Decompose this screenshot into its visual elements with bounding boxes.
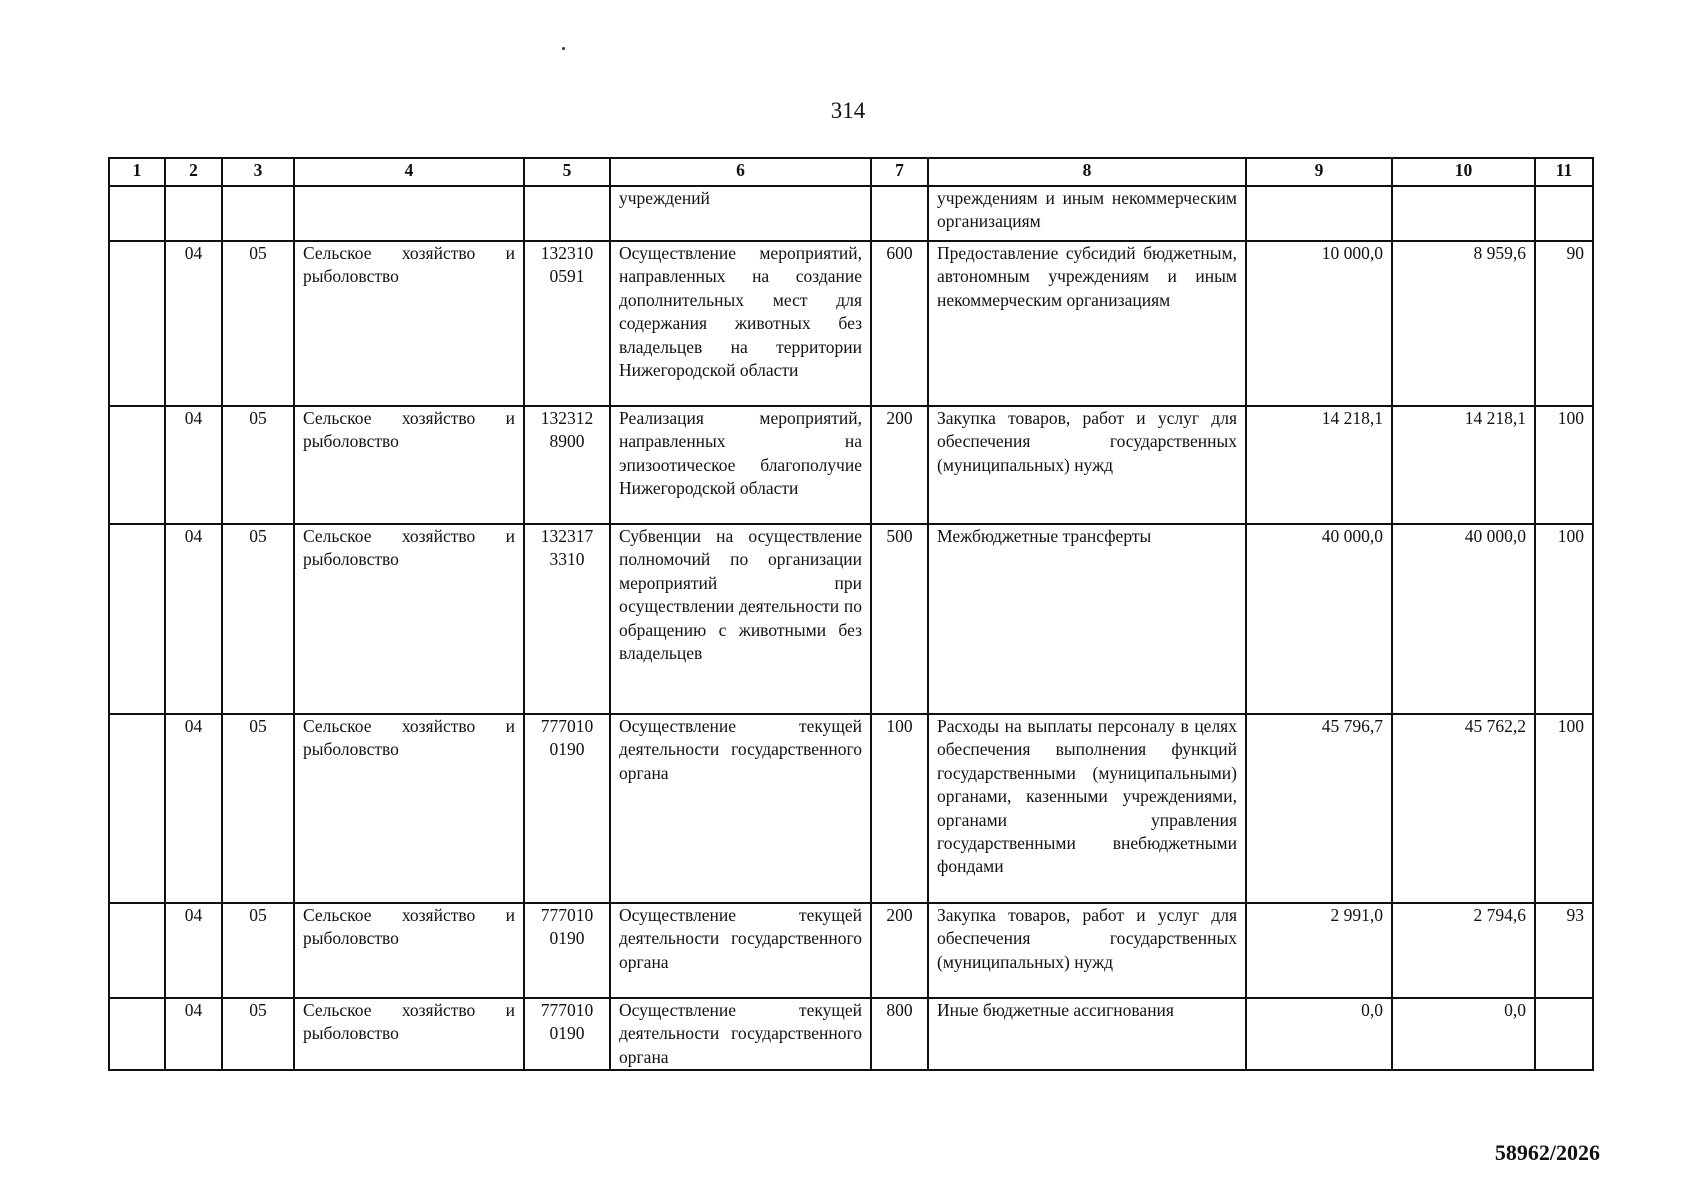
column-header-8: 8 — [928, 158, 1246, 186]
column-header-4: 4 — [294, 158, 524, 186]
table-row — [109, 903, 1593, 998]
cell-actual: 8 959,6 — [1392, 241, 1535, 406]
cell-planned: 14 218,1 — [1246, 406, 1392, 524]
code-part-1: 777010 — [540, 905, 594, 925]
cell-expense-type: Межбюджетные трансферты — [928, 524, 1246, 714]
cell-section: 04 — [165, 998, 222, 1070]
cell-purpose: Реализация мероприятий, направленных на эпизоотическое благополучие Нижегородской области — [610, 406, 871, 524]
cell-percent: 100 — [1535, 524, 1593, 714]
code-part-1: 132310 — [540, 243, 594, 263]
cell-expense-code: 600 — [871, 241, 928, 406]
cell-empty — [109, 186, 165, 241]
cell-section: 04 — [165, 524, 222, 714]
cell-purpose: Осуществление текущей деятельности государственного органа — [610, 714, 871, 903]
cell-subsection: 05 — [222, 714, 294, 903]
header-row — [109, 158, 1593, 186]
cell-expense-code: 100 — [871, 714, 928, 903]
cell-col1 — [109, 998, 165, 1070]
cell-empty — [871, 186, 928, 241]
cell-section-name: Сельское хозяйство и рыболовство — [294, 524, 524, 714]
column-header-3: 3 — [222, 158, 294, 186]
cell-col1 — [109, 406, 165, 524]
cell-col1 — [109, 903, 165, 998]
cell-section: 04 — [165, 714, 222, 903]
scan-speck — [562, 47, 565, 50]
cell-empty — [165, 186, 222, 241]
cell-subsection: 05 — [222, 241, 294, 406]
table-row — [109, 524, 1593, 714]
cell-empty — [1246, 186, 1392, 241]
cell-expense-code: 200 — [871, 903, 928, 998]
code-part-1: 132312 — [540, 408, 594, 428]
cell-empty — [1392, 186, 1535, 241]
cell-section: 04 — [165, 903, 222, 998]
code-part-2: 0591 — [549, 266, 585, 287]
budget-table — [108, 157, 1594, 1071]
code-part-2: 0190 — [549, 1023, 585, 1044]
cell-col1 — [109, 241, 165, 406]
cell-actual: 40 000,0 — [1392, 524, 1535, 714]
cell-planned: 2 991,0 — [1246, 903, 1392, 998]
cell-subsection: 05 — [222, 903, 294, 998]
cell-expense-type: Закупка товаров, работ и услуг для обеспечения государственных (муниципальных) нужд — [928, 903, 1246, 998]
cell-empty — [1535, 186, 1593, 241]
cell-subsection: 05 — [222, 524, 294, 714]
cell-actual: 14 218,1 — [1392, 406, 1535, 524]
cell-target-code — [524, 524, 610, 714]
cell-expense-type: учреждениям и иным некоммерческим организациям — [928, 186, 1246, 241]
code-part-2: 3310 — [549, 549, 585, 570]
cell-section-name: Сельское хозяйство и рыболовство — [294, 241, 524, 406]
column-header-6: 6 — [610, 158, 871, 186]
continuation-row — [109, 186, 1593, 241]
cell-planned: 0,0 — [1246, 998, 1392, 1070]
code-part-2: 8900 — [549, 431, 585, 452]
cell-purpose: Субвенции на осуществление полномочий по организации мероприятий при осуществлении деятельности по обращению с животными без владельцев — [610, 524, 871, 714]
column-header-2: 2 — [165, 158, 222, 186]
cell-percent: 93 — [1535, 903, 1593, 998]
cell-section: 04 — [165, 406, 222, 524]
code-part-2: 0190 — [549, 739, 585, 760]
cell-actual: 45 762,2 — [1392, 714, 1535, 903]
page-number: 314 — [830, 98, 866, 123]
cell-empty — [524, 186, 610, 241]
cell-target-code — [524, 903, 610, 998]
cell-percent: 90 — [1535, 241, 1593, 406]
cell-section-name: Сельское хозяйство и рыболовство — [294, 406, 524, 524]
column-header-5: 5 — [524, 158, 610, 186]
cell-section-name: Сельское хозяйство и рыболовство — [294, 903, 524, 998]
column-header-7: 7 — [871, 158, 928, 186]
code-part-1: 132317 — [540, 526, 594, 546]
table-row — [109, 406, 1593, 524]
table-row — [109, 998, 1593, 1070]
cell-target-code — [524, 998, 610, 1070]
cell-planned: 40 000,0 — [1246, 524, 1392, 714]
cell-target-code — [524, 406, 610, 524]
cell-purpose: Осуществление текущей деятельности государственного органа — [610, 998, 871, 1070]
cell-subsection: 05 — [222, 406, 294, 524]
cell-target-code — [524, 714, 610, 903]
table-row — [109, 714, 1593, 903]
code-part-1: 777010 — [540, 716, 594, 736]
code-part-2: 0190 — [549, 928, 585, 949]
document-id: 58962/2026 — [1494, 1140, 1600, 1165]
cell-actual: 0,0 — [1392, 998, 1535, 1070]
cell-percent: 100 — [1535, 406, 1593, 524]
cell-col1 — [109, 524, 165, 714]
cell-expense-type: Иные бюджетные ассигнования — [928, 998, 1246, 1070]
cell-subsection: 05 — [222, 998, 294, 1070]
cell-empty — [222, 186, 294, 241]
cell-expense-code: 500 — [871, 524, 928, 714]
cell-actual: 2 794,6 — [1392, 903, 1535, 998]
cell-percent: 100 — [1535, 714, 1593, 903]
cell-expense-code: 800 — [871, 998, 928, 1070]
table-row — [109, 241, 1593, 406]
code-part-1: 777010 — [540, 1000, 594, 1020]
cell-planned: 45 796,7 — [1246, 714, 1392, 903]
cell-target-code — [524, 241, 610, 406]
cell-empty — [294, 186, 524, 241]
cell-section: 04 — [165, 241, 222, 406]
cell-section-name: Сельское хозяйство и рыболовство — [294, 998, 524, 1070]
cell-section-name: Сельское хозяйство и рыболовство — [294, 714, 524, 903]
column-header-11: 11 — [1535, 158, 1593, 186]
cell-purpose: Осуществление текущей деятельности государственного органа — [610, 903, 871, 998]
cell-percent — [1535, 998, 1593, 1070]
column-header-1: 1 — [109, 158, 165, 186]
cell-expense-code: 200 — [871, 406, 928, 524]
cell-planned: 10 000,0 — [1246, 241, 1392, 406]
cell-expense-type: Предоставление субсидий бюджетным, автономным учреждениям и иным некоммерческим организациям — [928, 241, 1246, 406]
cell-purpose: Осуществление мероприятий, направленных на создание дополнительных мест для содержания животных без владельцев на территории Нижегородской области — [610, 241, 871, 406]
cell-col1 — [109, 714, 165, 903]
cell-expense-type: Закупка товаров, работ и услуг для обеспечения государственных (муниципальных) нужд — [928, 406, 1246, 524]
cell-purpose: учреждений — [610, 186, 871, 241]
column-header-10: 10 — [1392, 158, 1535, 186]
column-header-9: 9 — [1246, 158, 1392, 186]
cell-expense-type: Расходы на выплаты персоналу в целях обеспечения выполнения функций государственными (муниципальными) органами, казенными учреждениями, органами управления государственными внебюджетными фондами — [928, 714, 1246, 903]
